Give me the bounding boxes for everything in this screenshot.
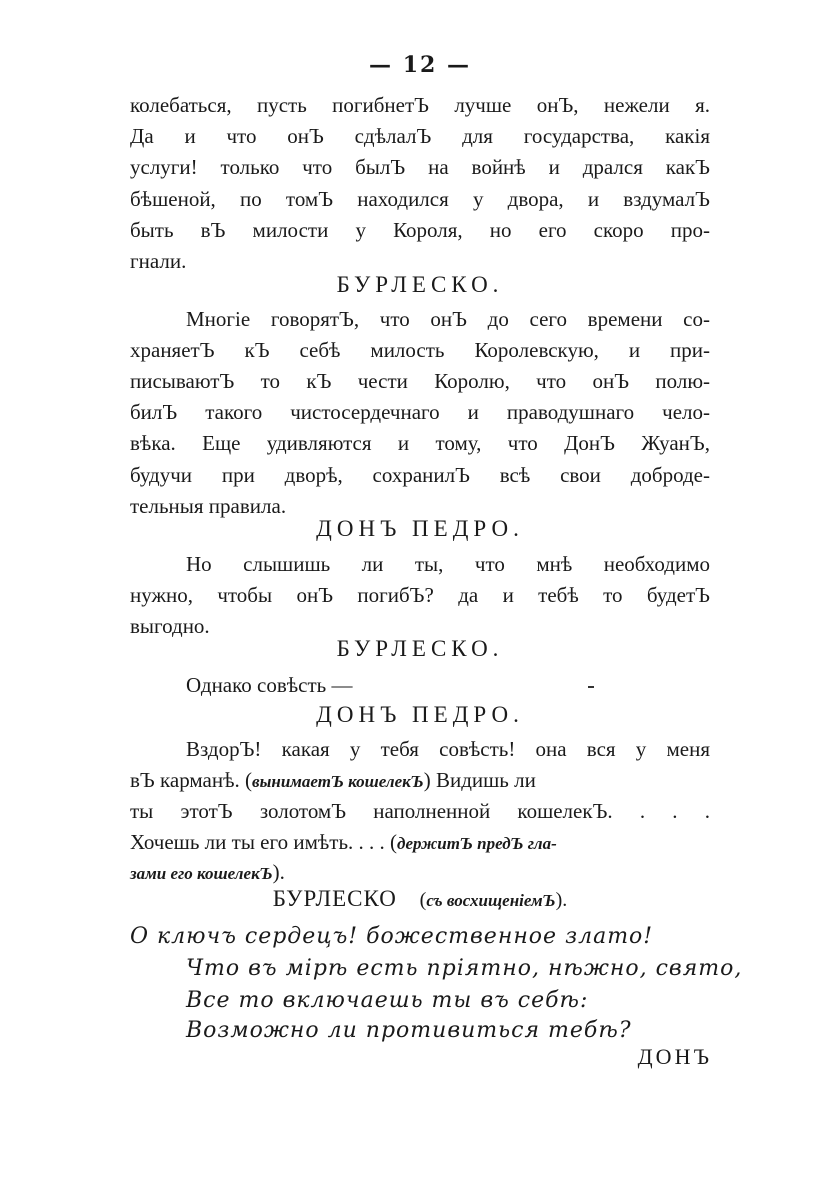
text-line: будучи при дворѣ, сохранилЪ всѣ свои доброде- (130, 463, 710, 487)
text-line: бѣшеной, по томЪ находился у двора, и вздумалЪ (130, 187, 710, 211)
text-line: тельныя правила. (130, 494, 287, 518)
catchword: ДОНЪ (637, 1044, 712, 1069)
text-line: услуги! только что былЪ на войнѣ и дрался какЪ (130, 155, 710, 179)
text-fragment: Хочешь ли ты его имѣть. . . . ( (130, 830, 398, 854)
text-fragment: ). (272, 860, 285, 884)
verse-line: Возможно ли противиться тебѣ? (186, 1018, 632, 1043)
stage-direction: держитЪ предЪ гла- (397, 834, 557, 853)
text-line (130, 827, 710, 859)
text-line: Однако совѣсть — (186, 673, 353, 697)
speaker-heading (0, 886, 840, 912)
text-line: писываютЪ то кЪ чести Королю, что онЪ полю- (130, 369, 710, 393)
text-line: Но слышишь ли ты, что мнѣ необходимо (186, 552, 710, 576)
speaker-heading: ДОНЪ ПЕДРО. (316, 516, 524, 541)
text-line: гнали. (130, 249, 187, 273)
page-number: — 12 — (369, 52, 471, 78)
speaker-heading: БУРЛЕСКО. (336, 636, 504, 661)
text-line: Да и что онЪ сдѣлалЪ для государства, какія (130, 124, 710, 148)
verse-line: Все то включаешь ты въ себѣ: (186, 988, 589, 1013)
text-line: колебаться, пусть погибнетЪ лучше онЪ, нежели я. (130, 93, 710, 117)
speaker-heading: ДОНЪ ПЕДРО. (316, 702, 524, 727)
text-line: билЪ такого чистосердечнаго и праводушнаго чело- (130, 400, 710, 424)
text-line: быть вЪ милости у Короля, но его скоро про- (130, 218, 710, 242)
text-fragment: ) Видишь ли (423, 768, 536, 792)
speaker-heading: БУРЛЕСКО. (336, 272, 504, 297)
text-line: вѣка. Еще удивляются и тому, что ДонЪ ЖуанЪ, (130, 431, 710, 455)
text-line (130, 857, 710, 889)
text-fragment: ( (419, 889, 427, 911)
stage-direction: зами его кошелекЪ (130, 864, 273, 883)
text-line: выгодно. (130, 614, 210, 638)
text-line: ВздорЪ! какая у тебя совѣсть! она вся у меня (186, 737, 710, 761)
text-fragment: ). (555, 889, 568, 911)
verse-line: О ключъ сердецъ! божественное злато! (130, 924, 654, 949)
text-line: нужно, чтобы онЪ погибЪ? да и тебѣ то будетЪ (130, 583, 710, 607)
ink-mark (588, 686, 594, 688)
stage-direction: съ восхищеніемЪ (426, 891, 556, 910)
text-line: Многіе говорятЪ, что онЪ до сего времени со- (186, 307, 710, 331)
stage-direction: вынимаетЪ кошелекЪ (251, 772, 424, 791)
speaker-name: БУРЛЕСКО (272, 886, 397, 911)
text-fragment: вЪ карманѣ. ( (130, 768, 252, 792)
text-line: ты этотЪ золотомЪ наполненной кошелекЪ. . . . (130, 799, 710, 823)
text-line: храняетЪ кЪ себѣ милость Королевскую, и при- (130, 338, 710, 362)
verse-line: Что въ мірѣ есть пріятно, нѣжно, свято, (186, 956, 743, 981)
text-line (130, 765, 710, 797)
